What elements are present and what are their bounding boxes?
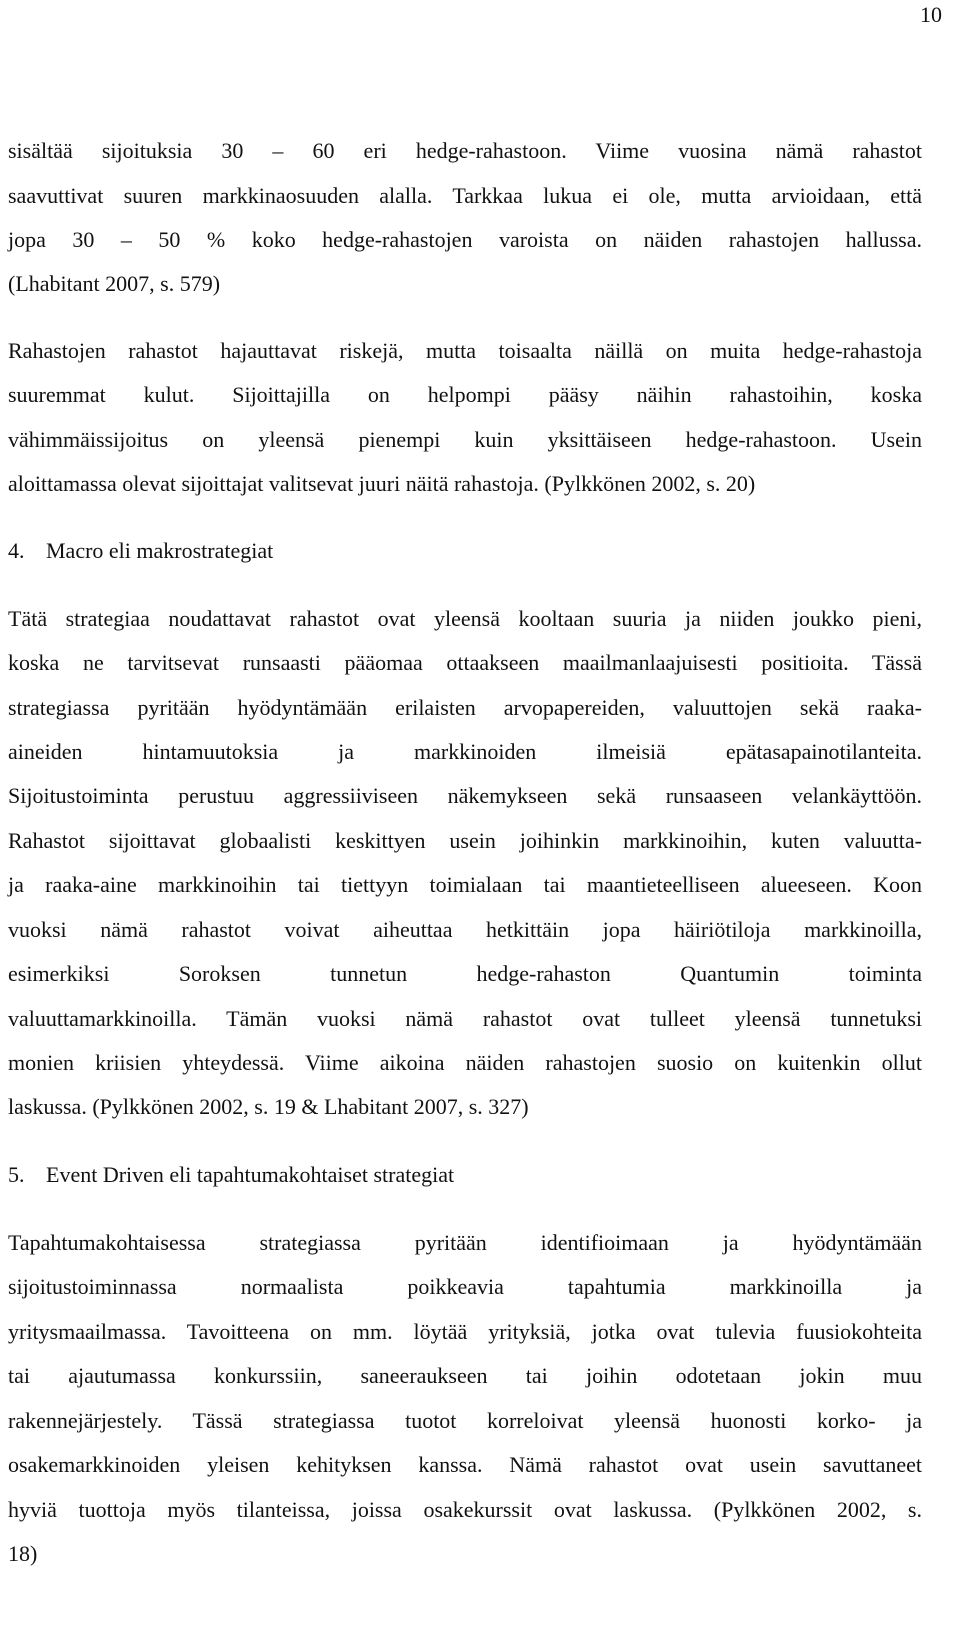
heading-text: Macro eli makrostrategiat	[46, 538, 274, 563]
paragraph-3-line-3: strategiassa pyritään hyödyntämään erilaisten arvopapereiden, valuuttojen sekä raaka-	[8, 695, 922, 720]
paragraph-4-line-7: hyviä tuottoja myös tilanteissa, joissa osakekurssit ovat laskussa. (Pylkkönen 2002, s.	[8, 1497, 922, 1522]
section-heading-4	[8, 536, 273, 566]
paragraph-3-line-4: aineiden hintamuutoksia ja markkinoiden ilmeisiä epätasapainotilanteita.	[8, 739, 922, 764]
paragraph-3-line-1: Tätä strategiaa noudattavat rahastot ovat yleensä kooltaan suuria ja niiden joukko pieni,	[8, 606, 922, 631]
section-heading-5	[8, 1160, 454, 1190]
heading-text: Event Driven eli tapahtumakohtaiset strategiat	[46, 1162, 455, 1187]
paragraph-3-line-10: valuuttamarkkinoilla. Tämän vuoksi nämä rahastot ovat tulleet yleensä tunnetuksi	[8, 1006, 922, 1031]
paragraph-3-line-12: laskussa. (Pylkkönen 2002, s. 19 & Lhabitant 2007, s. 327)	[8, 1094, 529, 1119]
paragraph-4-line-4: tai ajautumassa konkurssiin, saneeraukseen tai joihin odotetaan jokin muu	[8, 1363, 922, 1388]
paragraph-1-line-4: (Lhabitant 2007, s. 579)	[8, 271, 221, 296]
paragraph-4-line-6: osakemarkkinoiden yleisen kehityksen kanssa. Nämä rahastot ovat usein savuttaneet	[8, 1452, 922, 1477]
paragraph-2-line-4: aloittamassa olevat sijoittajat valitsevat juuri näitä rahastoja. (Pylkkönen 2002, s. 20)	[8, 471, 756, 496]
paragraph-3-line-6: Rahastot sijoittavat globaalisti keskittyen usein joihinkin markkinoihin, kuten valuutta-	[8, 828, 922, 853]
paragraph-1-line-1: sisältää sijoituksia 30 – 60 eri hedge-rahastoon. Viime vuosina nämä rahastot	[8, 138, 922, 163]
paragraph-3-line-11: monien kriisien yhteydessä. Viime aikoina näiden rahastojen suosio on kuitenkin ollut	[8, 1050, 922, 1075]
paragraph-1-line-2: saavuttivat suuren markkinaosuuden alalla. Tarkkaa lukua ei ole, mutta arvioidaan, että	[8, 183, 922, 208]
paragraph-4-line-8: 18)	[8, 1541, 38, 1566]
heading-number: 4.	[8, 538, 25, 563]
paragraph-1-line-3: jopa 30 – 50 % koko hedge-rahastojen varoista on näiden rahastojen hallussa.	[8, 227, 922, 252]
paragraph-4-line-1: Tapahtumakohtaisessa strategiassa pyritään identifioimaan ja hyödyntämään	[8, 1230, 922, 1255]
paragraph-2-line-3: vähimmäissijoitus on yleensä pienempi kuin yksittäiseen hedge-rahastoon. Usein	[8, 427, 922, 452]
paragraph-3-line-2: koska ne tarvitsevat runsaasti pääomaa ottaakseen maailmanlaajuisesti positioita. Tässä	[8, 650, 922, 675]
page-number: 10	[920, 2, 942, 27]
paragraph-4-line-2: sijoitustoiminnassa normaalista poikkeavia tapahtumia markkinoilla ja	[8, 1274, 922, 1299]
paragraph-4-line-5: rakennejärjestely. Tässä strategiassa tuotot korreloivat yleensä huonosti korko- ja	[8, 1408, 922, 1433]
paragraph-2-line-1: Rahastojen rahastot hajauttavat riskejä, mutta toisaalta näillä on muita hedge-rahastoja	[8, 338, 922, 363]
paragraph-3-line-7: ja raaka-aine markkinoihin tai tiettyyn toimialaan tai maantieteelliseen alueeseen. Koon	[8, 872, 922, 897]
paragraph-3-line-5: Sijoitustoiminta perustuu aggressiiviseen näkemykseen sekä runsaaseen velankäyttöön.	[8, 783, 922, 808]
paragraph-3-line-8: vuoksi nämä rahastot voivat aiheuttaa hetkittäin jopa häiriötiloja markkinoilla,	[8, 917, 922, 942]
heading-number: 5.	[8, 1162, 25, 1187]
paragraph-4-line-3: yritysmaailmassa. Tavoitteena on mm. löytää yrityksiä, jotka ovat tulevia fuusiokohteita	[8, 1319, 922, 1344]
paragraph-2-line-2: suuremmat kulut. Sijoittajilla on helpompi pääsy näihin rahastoihin, koska	[8, 382, 922, 407]
paragraph-3-line-9: esimerkiksi Soroksen tunnetun hedge-rahaston Quantumin toiminta	[8, 961, 922, 986]
